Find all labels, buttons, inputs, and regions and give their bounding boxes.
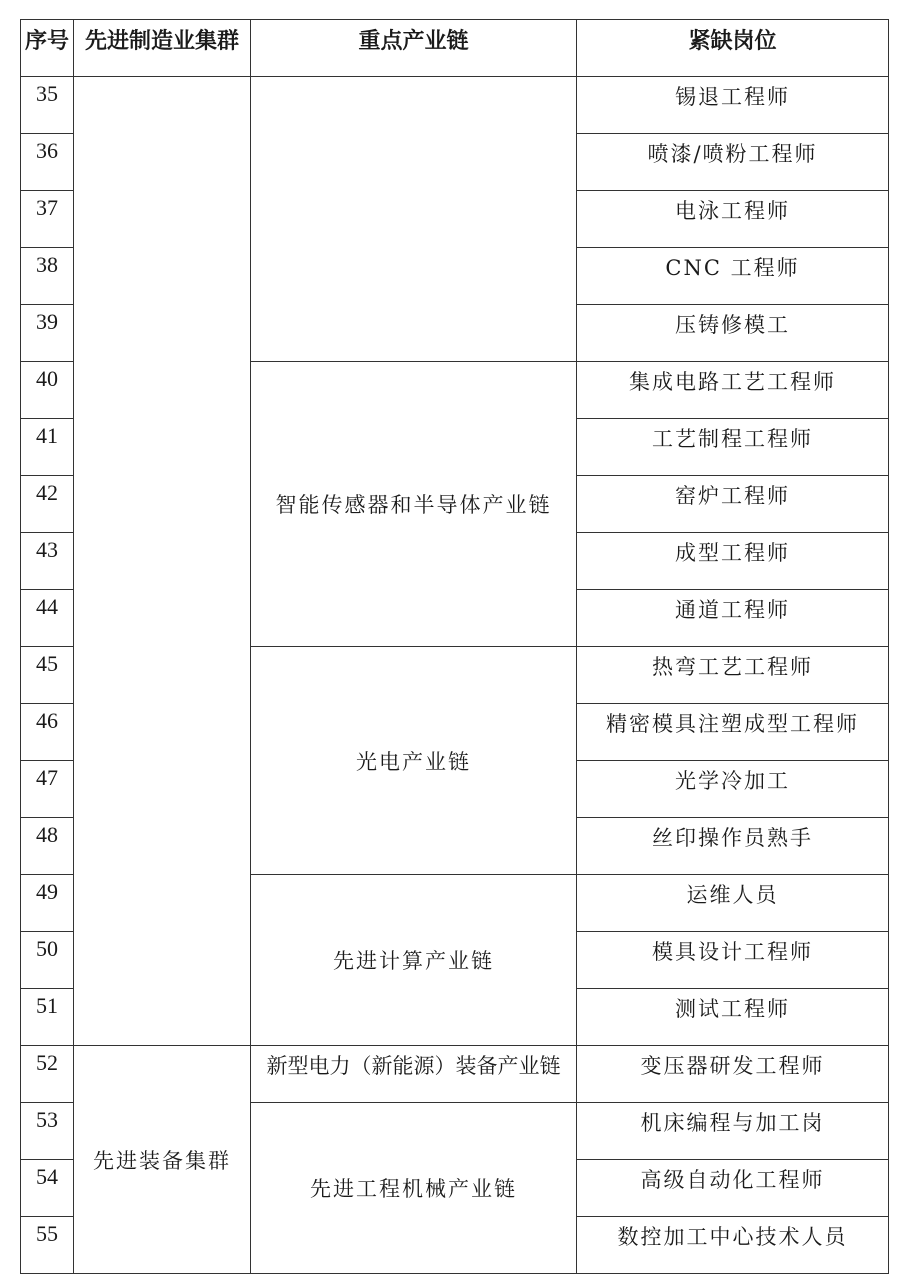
table-body [21,77,889,1274]
header-row [21,20,889,77]
seq-cell: 53 [21,1103,74,1160]
job-cell: 成型工程师 [577,533,889,590]
job-cell: 运维人员 [577,875,889,932]
job-cell: 热弯工艺工程师 [577,647,889,704]
seq-cell: 36 [21,134,74,191]
seq-cell: 43 [21,533,74,590]
cluster-cell: 先进装备集群 [74,1046,251,1274]
seq-cell: 48 [21,818,74,875]
seq-cell: 55 [21,1217,74,1274]
seq-cell: 41 [21,419,74,476]
seq-cell: 45 [21,647,74,704]
job-cell: 高级自动化工程师 [577,1160,889,1217]
job-cell: 窑炉工程师 [577,476,889,533]
table-row [21,77,889,134]
job-cell: CNC 工程师 [577,248,889,305]
job-cell: 喷漆/喷粉工程师 [577,134,889,191]
seq-cell: 37 [21,191,74,248]
seq-cell: 46 [21,704,74,761]
job-cell: 锡退工程师 [577,77,889,134]
shortage-jobs-table [20,19,889,1274]
chain-cell: 新型电力（新能源）装备产业链 [251,1046,577,1103]
seq-cell: 44 [21,590,74,647]
job-cell: 压铸修模工 [577,305,889,362]
job-cell: 变压器研发工程师 [577,1046,889,1103]
job-cell: 工艺制程工程师 [577,419,889,476]
job-cell: 集成电路工艺工程师 [577,362,889,419]
chain-cell: 先进工程机械产业链 [251,1103,577,1274]
header-cluster: 先进制造业集群 [74,20,251,77]
seq-cell: 38 [21,248,74,305]
seq-cell: 39 [21,305,74,362]
cluster-cell [74,77,251,1046]
job-cell: 电泳工程师 [577,191,889,248]
chain-cell: 先进计算产业链 [251,875,577,1046]
seq-cell: 49 [21,875,74,932]
seq-cell: 40 [21,362,74,419]
job-cell: 测试工程师 [577,989,889,1046]
seq-cell: 42 [21,476,74,533]
job-cell: 通道工程师 [577,590,889,647]
chain-cell: 智能传感器和半导体产业链 [251,362,577,647]
job-cell: 丝印操作员熟手 [577,818,889,875]
table-header [21,20,889,77]
header-chain: 重点产业链 [251,20,577,77]
job-cell: 模具设计工程师 [577,932,889,989]
header-job: 紧缺岗位 [577,20,889,77]
job-cell: 数控加工中心技术人员 [577,1217,889,1274]
seq-cell: 35 [21,77,74,134]
seq-cell: 52 [21,1046,74,1103]
chain-cell [251,77,577,362]
seq-cell: 51 [21,989,74,1046]
seq-cell: 47 [21,761,74,818]
job-cell: 机床编程与加工岗 [577,1103,889,1160]
job-cell: 精密模具注塑成型工程师 [577,704,889,761]
seq-cell: 50 [21,932,74,989]
job-cell: 光学冷加工 [577,761,889,818]
chain-cell: 光电产业链 [251,647,577,875]
table-row [21,1046,889,1103]
seq-cell: 54 [21,1160,74,1217]
header-seq: 序号 [21,20,74,77]
